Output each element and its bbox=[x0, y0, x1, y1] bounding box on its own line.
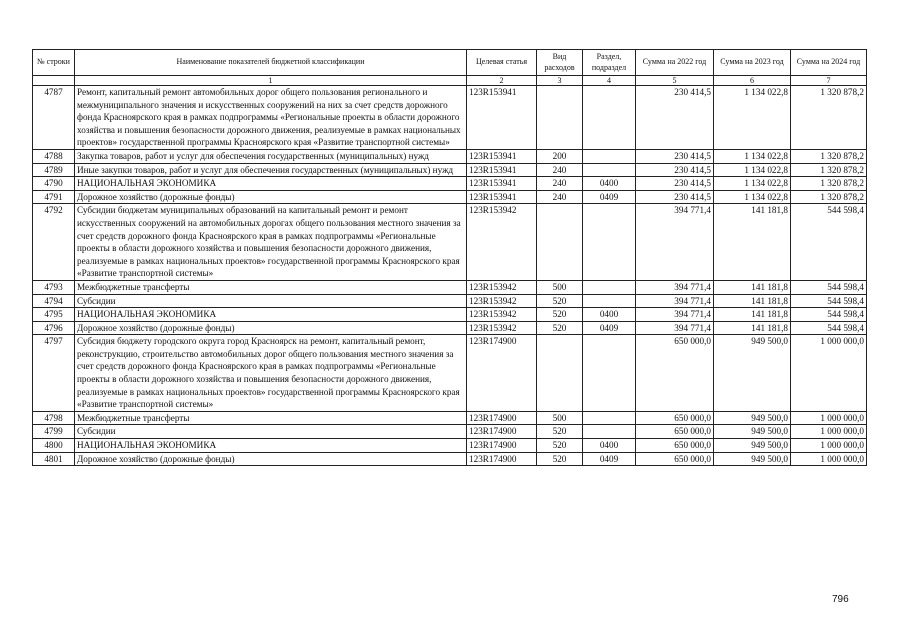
sum-2024-cell: 544 598,4 bbox=[791, 294, 867, 308]
expense-type-cell: 520 bbox=[537, 452, 583, 466]
indicator-name-cell: Иные закупки товаров, работ и услуг для обеспечения государственных (муниципальных) нужд bbox=[75, 163, 467, 177]
sum-2024-cell: 1 320 878,2 bbox=[791, 86, 867, 150]
row-number-cell: 4793 bbox=[33, 280, 75, 294]
expense-type-cell: 500 bbox=[537, 280, 583, 294]
table-row bbox=[33, 335, 867, 412]
row-number-cell: 4792 bbox=[33, 204, 75, 281]
sum-2022-cell: 394 771,4 bbox=[636, 204, 714, 281]
table-row bbox=[33, 204, 867, 281]
target-article-cell: 123R153942 bbox=[467, 308, 537, 322]
row-number-cell: 4799 bbox=[33, 425, 75, 439]
row-number-cell: 4791 bbox=[33, 190, 75, 204]
sum-2024-cell: 544 598,4 bbox=[791, 280, 867, 294]
header-row bbox=[33, 50, 867, 76]
header-sum-2022: Сумма на 2022 год bbox=[636, 50, 714, 76]
table-row bbox=[33, 411, 867, 425]
table-row bbox=[33, 190, 867, 204]
row-number-cell: 4798 bbox=[33, 411, 75, 425]
sum-2022-cell: 394 771,4 bbox=[636, 280, 714, 294]
sum-2023-cell: 949 500,0 bbox=[714, 439, 791, 453]
indicator-name-cell: НАЦИОНАЛЬНАЯ ЭКОНОМИКА bbox=[75, 439, 467, 453]
sum-2024-cell: 1 320 878,2 bbox=[791, 163, 867, 177]
row-number-cell: 4801 bbox=[33, 452, 75, 466]
column-number: 2 bbox=[467, 76, 537, 86]
row-number-cell: 4787 bbox=[33, 86, 75, 150]
header-row-no: № строки bbox=[33, 50, 75, 76]
sum-2023-cell: 1 134 022,8 bbox=[714, 163, 791, 177]
expense-type-cell: 240 bbox=[537, 177, 583, 191]
table-row bbox=[33, 425, 867, 439]
sum-2022-cell: 650 000,0 bbox=[636, 439, 714, 453]
header-target: Целевая статья bbox=[467, 50, 537, 76]
sum-2023-cell: 949 500,0 bbox=[714, 411, 791, 425]
table-row bbox=[33, 294, 867, 308]
sum-2022-cell: 230 414,5 bbox=[636, 149, 714, 163]
target-article-cell: 123R153941 bbox=[467, 149, 537, 163]
sum-2022-cell: 394 771,4 bbox=[636, 308, 714, 322]
sum-2022-cell: 230 414,5 bbox=[636, 86, 714, 150]
table-row bbox=[33, 149, 867, 163]
sum-2023-cell: 949 500,0 bbox=[714, 452, 791, 466]
target-article-cell: 123R153942 bbox=[467, 204, 537, 281]
expense-type-cell: 520 bbox=[537, 294, 583, 308]
indicator-name-cell: НАЦИОНАЛЬНАЯ ЭКОНОМИКА bbox=[75, 308, 467, 322]
header-name: Наименование показателей бюджетной классификации bbox=[75, 50, 467, 76]
table-row bbox=[33, 321, 867, 335]
indicator-name-cell: Субсидии бюджетам муниципальных образований на капитальный ремонт и ремонт искусственных сооружений на автомобильных дорогах общего пользования местного значения за счет средств дорожного фонда Красноярского края в рамках подпрограммы «Региональные проекты в области дорожного хозяйства и повышения безопасности дорожного движения, реализуемые в рамках национальных проектов» государственной программы Красноярского края «Развитие транспортной системы» bbox=[75, 204, 467, 281]
column-number bbox=[33, 76, 75, 86]
expense-type-cell: 240 bbox=[537, 163, 583, 177]
section-cell: 0409 bbox=[583, 190, 636, 204]
row-number-cell: 4788 bbox=[33, 149, 75, 163]
sum-2022-cell: 394 771,4 bbox=[636, 321, 714, 335]
expense-type-cell: 240 bbox=[537, 190, 583, 204]
row-number-cell: 4790 bbox=[33, 177, 75, 191]
table-row bbox=[33, 280, 867, 294]
sum-2023-cell: 949 500,0 bbox=[714, 335, 791, 412]
expense-type-cell: 520 bbox=[537, 439, 583, 453]
expense-type-cell: 520 bbox=[537, 321, 583, 335]
table-body bbox=[33, 86, 867, 466]
row-number-cell: 4794 bbox=[33, 294, 75, 308]
sum-2022-cell: 230 414,5 bbox=[636, 190, 714, 204]
indicator-name-cell: Межбюджетные трансферты bbox=[75, 411, 467, 425]
row-number-cell: 4800 bbox=[33, 439, 75, 453]
budget-table bbox=[32, 49, 867, 466]
expense-type-cell bbox=[537, 86, 583, 150]
table-row bbox=[33, 177, 867, 191]
section-cell bbox=[583, 204, 636, 281]
column-number: 5 bbox=[636, 76, 714, 86]
column-number: 7 bbox=[791, 76, 867, 86]
sum-2023-cell: 141 181,8 bbox=[714, 280, 791, 294]
sum-2024-cell: 1 000 000,0 bbox=[791, 439, 867, 453]
target-article-cell: 123R153941 bbox=[467, 190, 537, 204]
header-expense-type: Вид расходов bbox=[537, 50, 583, 76]
sum-2024-cell: 1 320 878,2 bbox=[791, 149, 867, 163]
sum-2023-cell: 949 500,0 bbox=[714, 425, 791, 439]
indicator-name-cell: Дорожное хозяйство (дорожные фонды) bbox=[75, 190, 467, 204]
indicator-name-cell: Дорожное хозяйство (дорожные фонды) bbox=[75, 321, 467, 335]
target-article-cell: 123R153942 bbox=[467, 321, 537, 335]
sum-2023-cell: 1 134 022,8 bbox=[714, 177, 791, 191]
target-article-cell: 123R174900 bbox=[467, 411, 537, 425]
sum-2024-cell: 544 598,4 bbox=[791, 321, 867, 335]
sum-2022-cell: 650 000,0 bbox=[636, 335, 714, 412]
header-section: Раздел, подраздел bbox=[583, 50, 636, 76]
sum-2024-cell: 1 320 878,2 bbox=[791, 190, 867, 204]
indicator-name-cell: Ремонт, капитальный ремонт автомобильных дорог общего пользования регионального и межмуниципального значения и искусственных сооружений на них за счет средств дорожного фонда Красноярского края в рамках подпрограммы «Региональные проекты в области дорожного хозяйства и повышения безопасности дорожного движения, реализуемые в рамках национальных проектов» государственной программы Красноярского края «Развитие транспортной системы» bbox=[75, 86, 467, 150]
sum-2023-cell: 1 134 022,8 bbox=[714, 149, 791, 163]
target-article-cell: 123R174900 bbox=[467, 452, 537, 466]
target-article-cell: 123R153941 bbox=[467, 86, 537, 150]
section-cell: 0400 bbox=[583, 177, 636, 191]
sum-2022-cell: 650 000,0 bbox=[636, 452, 714, 466]
sum-2024-cell: 1 000 000,0 bbox=[791, 335, 867, 412]
target-article-cell: 123R174900 bbox=[467, 335, 537, 412]
section-cell bbox=[583, 294, 636, 308]
table-row bbox=[33, 86, 867, 150]
sum-2023-cell: 141 181,8 bbox=[714, 308, 791, 322]
sum-2022-cell: 650 000,0 bbox=[636, 425, 714, 439]
section-cell: 0409 bbox=[583, 321, 636, 335]
sum-2023-cell: 141 181,8 bbox=[714, 321, 791, 335]
section-cell: 0400 bbox=[583, 439, 636, 453]
indicator-name-cell: Дорожное хозяйство (дорожные фонды) bbox=[75, 452, 467, 466]
header-sum-2024: Сумма на 2024 год bbox=[791, 50, 867, 76]
table-row bbox=[33, 308, 867, 322]
row-number-cell: 4789 bbox=[33, 163, 75, 177]
indicator-name-cell: Субсидии bbox=[75, 294, 467, 308]
section-cell bbox=[583, 280, 636, 294]
section-cell bbox=[583, 86, 636, 150]
sum-2023-cell: 141 181,8 bbox=[714, 294, 791, 308]
indicator-name-cell: Закупка товаров, работ и услуг для обеспечения государственных (муниципальных) нужд bbox=[75, 149, 467, 163]
table-row bbox=[33, 439, 867, 453]
table-row bbox=[33, 163, 867, 177]
section-cell bbox=[583, 149, 636, 163]
expense-type-cell: 200 bbox=[537, 149, 583, 163]
sum-2024-cell: 1 320 878,2 bbox=[791, 177, 867, 191]
section-cell bbox=[583, 335, 636, 412]
indicator-name-cell: Субсидии bbox=[75, 425, 467, 439]
column-number: 6 bbox=[714, 76, 791, 86]
sum-2023-cell: 1 134 022,8 bbox=[714, 190, 791, 204]
section-cell bbox=[583, 411, 636, 425]
target-article-cell: 123R174900 bbox=[467, 439, 537, 453]
indicator-name-cell: Субсидия бюджету городского округа город Красноярск на ремонт, капитальный ремонт, реконструкцию, строительство автомобильных дорог общего пользования местного значения за счет средств дорожного фонда Красноярского края в рамках подпрограммы «Региональные проекты в области дорожного хозяйства и повышения безопасности дорожного движения, реализуемые в рамках национальных проектов» государственной программы Красноярского края «Развитие транспортной системы» bbox=[75, 335, 467, 412]
expense-type-cell: 520 bbox=[537, 308, 583, 322]
target-article-cell: 123R153941 bbox=[467, 177, 537, 191]
expense-type-cell bbox=[537, 335, 583, 412]
sum-2022-cell: 230 414,5 bbox=[636, 177, 714, 191]
sum-2024-cell: 544 598,4 bbox=[791, 204, 867, 281]
sum-2024-cell: 1 000 000,0 bbox=[791, 411, 867, 425]
column-number: 4 bbox=[583, 76, 636, 86]
sum-2024-cell: 1 000 000,0 bbox=[791, 425, 867, 439]
expense-type-cell: 500 bbox=[537, 411, 583, 425]
header-sum-2023: Сумма на 2023 год bbox=[714, 50, 791, 76]
expense-type-cell bbox=[537, 204, 583, 281]
page-number: 796 bbox=[832, 594, 849, 605]
sum-2024-cell: 1 000 000,0 bbox=[791, 452, 867, 466]
sum-2022-cell: 650 000,0 bbox=[636, 411, 714, 425]
indicator-name-cell: НАЦИОНАЛЬНАЯ ЭКОНОМИКА bbox=[75, 177, 467, 191]
sum-2023-cell: 1 134 022,8 bbox=[714, 86, 791, 150]
section-cell bbox=[583, 163, 636, 177]
row-number-cell: 4797 bbox=[33, 335, 75, 412]
row-number-cell: 4795 bbox=[33, 308, 75, 322]
sum-2022-cell: 230 414,5 bbox=[636, 163, 714, 177]
table-row bbox=[33, 452, 867, 466]
section-cell bbox=[583, 425, 636, 439]
sum-2022-cell: 394 771,4 bbox=[636, 294, 714, 308]
target-article-cell: 123R153941 bbox=[467, 163, 537, 177]
expense-type-cell: 520 bbox=[537, 425, 583, 439]
section-cell: 0400 bbox=[583, 308, 636, 322]
column-number: 3 bbox=[537, 76, 583, 86]
target-article-cell: 123R153942 bbox=[467, 294, 537, 308]
sum-2023-cell: 141 181,8 bbox=[714, 204, 791, 281]
column-number: 1 bbox=[75, 76, 467, 86]
column-number-row bbox=[33, 76, 867, 86]
sum-2024-cell: 544 598,4 bbox=[791, 308, 867, 322]
target-article-cell: 123R153942 bbox=[467, 280, 537, 294]
section-cell: 0409 bbox=[583, 452, 636, 466]
target-article-cell: 123R174900 bbox=[467, 425, 537, 439]
indicator-name-cell: Межбюджетные трансферты bbox=[75, 280, 467, 294]
row-number-cell: 4796 bbox=[33, 321, 75, 335]
